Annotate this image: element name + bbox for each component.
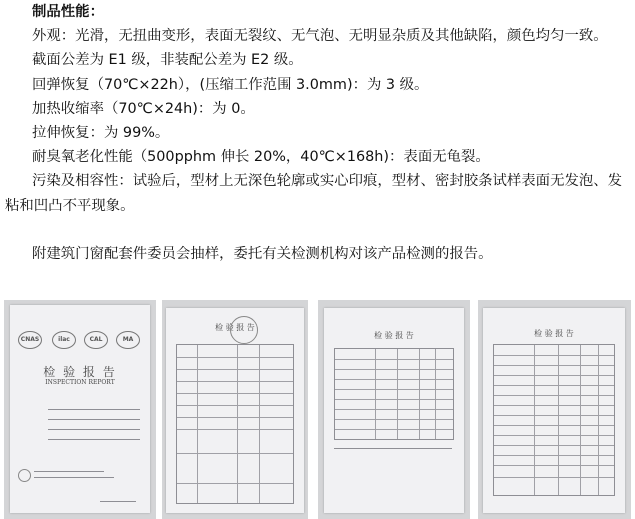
report-page-4-photo [478, 300, 631, 519]
report-page-2-photo [162, 300, 308, 519]
compatibility-line: 污染及相容性：试验后，型材上无深色轮廓或实心印痕，型材、密封胶条试样表面无发泡、发粘和凹凸不平现象。 [5, 173, 623, 214]
report-page-2 [166, 308, 304, 513]
report-cover-page [10, 305, 150, 513]
recovery-line: 回弹恢复（70℃×22h），(压缩工作范围 3.0mm)：为 3 级。 [32, 76, 429, 93]
ozone-line: 耐臭氧老化性能（500pphm 伸长 20%，40℃×168h)：表面无龟裂。 [32, 149, 490, 166]
page-4-header: 检 验 报 告 [534, 329, 574, 338]
section-heading: 制品性能： [32, 4, 104, 20]
ilac-logo: ilac [52, 331, 76, 349]
page-2-table [176, 344, 294, 504]
page-3-header: 检 验 报 告 [374, 331, 414, 340]
tolerance-line: 截面公差为 E1 级，非装配公差为 E2 级。 [32, 52, 303, 69]
report-page-3-photo [318, 300, 470, 519]
spacer [5, 218, 633, 242]
report-cover-photo [4, 300, 156, 519]
cal-logo: CAL [84, 331, 108, 349]
report-photos [0, 300, 635, 519]
appearance-line: 外观：光滑，无扭曲变形，表面无裂纹、无气泡、无明显杂质及其他缺陷，颜色均匀一致。 [32, 28, 608, 45]
page-2-header: 检 验 报 告 [215, 323, 255, 332]
seal-stamp [230, 316, 258, 344]
tensile-line: 拉伸恢复：为 99%。 [32, 125, 170, 142]
institute-emblem [18, 469, 31, 482]
product-performance-section [5, 0, 633, 266]
closing-line: 附建筑门窗配套件委员会抽样，委托有关检测机构对该产品检测的报告。 [32, 246, 493, 263]
report-page-4 [483, 308, 625, 513]
cover-subtitle: INSPECTION REPORT [45, 379, 115, 386]
ma-logo: MA [116, 331, 140, 349]
cover-title: 检 验 报 告 [43, 365, 117, 379]
page-4-table [493, 344, 615, 496]
report-page-3 [324, 308, 464, 513]
cnas-logo: CNAS [18, 331, 42, 349]
page-3-table [334, 348, 454, 440]
shrinkage-line: 加热收缩率（70℃×24h)：为 0。 [32, 100, 255, 117]
